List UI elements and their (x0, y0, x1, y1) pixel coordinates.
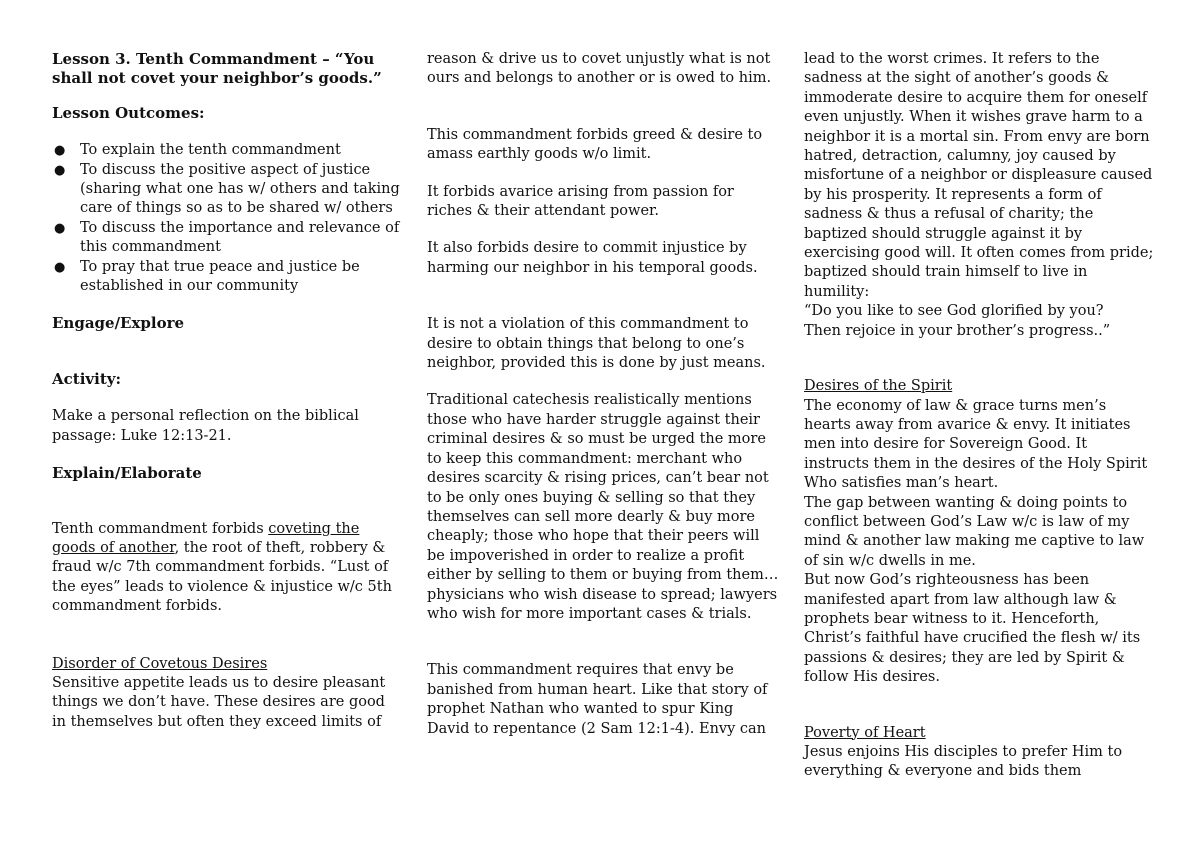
paragraph: reason & drive us to covet unjustly what is not ours and belongs to another or is owed to him. (427, 51, 772, 87)
bullet-icon: ● (54, 162, 66, 178)
lesson-title-line-2: shall not covet your neighbor’s goods.” (52, 69, 382, 88)
list-item: ● To pray that true peace and justice be established in our community (54, 258, 360, 295)
quote-line-1: “Do you like to see God glorified by you? (804, 303, 1104, 320)
spirit-heading: Desires of the Spirit (804, 378, 953, 395)
paragraph: lead to the worst crimes. It refers to the sadness at the sight of another’s goods & immoderate desire to acquire them for oneself even unjustly. When it wishes grave harm to a neighbor it is a mortal sin. From envy are born hatred, detraction, calumny, joy caused by misfortune of a neighbor or displeasure caused by his prosperity. It represents a form of sadness & thus a refusal of charity; the baptized should struggle against it by exercising good will. It often comes from pride; baptized should train himself to live in humility: (804, 51, 1154, 300)
lesson-title-line-1: Lesson 3. Tenth Commandment – “You (52, 50, 375, 68)
list-item: ● To discuss the importance and relevance of this commandment (54, 219, 400, 256)
activity-heading: Activity: (52, 369, 121, 388)
quote (804, 302, 1154, 341)
paragraph: This commandment forbids greed & desire to amass earthly goods w/o limit. (427, 126, 763, 163)
poverty-heading: Poverty of Heart (804, 724, 926, 741)
column-2 (427, 50, 779, 739)
paragraph: It is not a violation of this commandment to desire to obtain things that belong to one’s neighbor, provided this is done by just means. (427, 316, 766, 372)
quote-line-2: Then rejoice in your brother’s progress..” (804, 322, 1111, 339)
list-item: ● To discuss the positive aspect of justice (sharing what one has w/ others and taking care of things so as to be shared w/ others (54, 161, 400, 217)
paragraph: This commandment requires that envy be banished from human heart. Like that story of prophet Nathan who wanted to spur King David to repentance (2 Sam 12:1-4). Envy can (427, 662, 768, 737)
bullet-icon: ● (54, 220, 66, 236)
paragraph: Traditional catechesis realistically mentions those who have harder struggle against their criminal desires & so must be urged the more to keep this commandment: merchant who desires scarcity & rising prices, can’t bear not to be only ones buying & selling so that they themselves can sell more dearly & buy more cheaply; those who hope that their peers will be impoverished in order to realize a profit either by selling to them or buying from them… physicians who wish disease to spread; lawyers who wish for more important cases & trials. (427, 392, 779, 622)
disorder-heading: Disorder of Covetous Desires (52, 655, 268, 672)
outcomes-heading: Lesson Outcomes: (52, 103, 205, 122)
list-item: ● To explain the tenth commandment (52, 141, 402, 160)
column-3 (804, 50, 1154, 782)
paragraph: Jesus enjoins His disciples to prefer Him to everything & everyone and bids them (804, 744, 1123, 780)
paragraph: It also forbids desire to commit injustice by harming our neighbor in his temporal goods. (427, 240, 758, 276)
paragraph: It forbids avarice arising from passion for riches & their attendant power. (427, 183, 734, 220)
tenth-commandment-paragraph: Tenth commandment forbids coveting the goods of another, the root of theft, robbery & fraud w/c 7th commandment forbids. “Lust of the eyes” leads to violence & injustice w/c 5th commandment forbids. (52, 520, 392, 615)
outcomes-list (52, 141, 402, 296)
column-1 (52, 50, 402, 732)
coveting-phrase: coveting the goods of another (52, 520, 360, 556)
paragraph: The economy of law & grace turns men’s hearts away from avarice & envy. It initiates men into desire for Sovereign Good. It instructs them in the desires of the Holy Spirit Who satisfies man’s heart. (804, 397, 1148, 492)
engage-heading: Engage/Explore (52, 314, 185, 333)
explain-heading: Explain/Elaborate (52, 464, 202, 483)
bullet-icon: ● (54, 259, 66, 275)
activity-text: Make a personal reflection on the biblical passage: Luke 12:13-21. (52, 408, 359, 444)
paragraph: The gap between wanting & doing points to conflict between God’s Law w/c is law of my mind & another law making me captive to law of sin w/c dwells in me. (804, 494, 1145, 569)
bullet-icon: ● (54, 143, 66, 159)
paragraph: But now God’s righteousness has been manifested apart from law although law & prophets bear witness to it. Henceforth, Christ’s faithful have crucified the flesh w/ its passions & desires; they are led by Spirit & follow His desires. (804, 572, 1141, 686)
disorder-text: Sensitive appetite leads us to desire pleasant things we don’t have. These desires are good in themselves but often they exceed limits of (52, 674, 386, 730)
lesson-title (52, 50, 402, 89)
